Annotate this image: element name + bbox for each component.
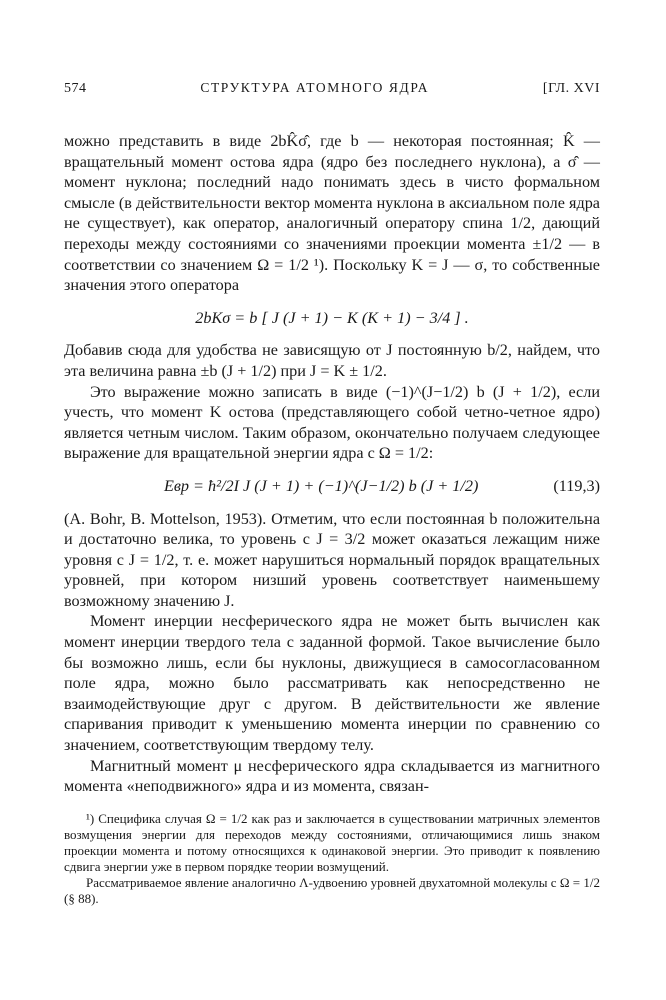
footnotes — [64, 811, 600, 907]
running-title: СТРУКТУРА АТОМНОГО ЯДРА — [200, 80, 430, 95]
equation-number: (119,3) — [553, 476, 600, 495]
formula-2: Eвр = ħ²/2I J (J + 1) + (−1)^(J−1/2) b (J + 1/2) — [164, 476, 479, 495]
paragraph-3: Это выражение можно записать в виде (−1)^(J−1/2) b (J + 1/2), если учесть, что момент K остова (представляющего собой четно-четное ядро) является четным числом. Таким образом, окончательно получаем следующее выражение для вращательной энергии ядра с Ω = 1/2: — [64, 382, 600, 463]
paragraph-4: (A. Bohr, B. Mottelson, 1953). Отметим, что если постоянная b положительна и достаточно велика, то уровень с J = 3/2 может оказаться лежащим ниже уровня с J = 1/2, т. е. может нарушиться нормальный порядок вращательных уровней, при котором низший уровень соответствует наименьшему возможному значению J. — [64, 509, 600, 610]
running-head — [64, 80, 600, 97]
paragraph-1: можно представить в виде 2bK̂σ̂, где b — некоторая постоянная; K̂ — вращательный момент остова ядра (ядро без последнего нуклона), а σ̂ — момент нуклона; последний надо понимать здесь в чисто формальном смысле (в действительности вектор момента нуклона в аксиальном поле ядра не существует), как оператор, аналогичный оператору спина 1/2, дающий переходы между состояниями со значениями проекции момента ±1/2 — в соответствии со значением Ω = 1/2 ¹). Поскольку K = J — σ, то собственные значения этого оператора — [64, 132, 600, 295]
book-page — [64, 80, 600, 907]
formula-1: 2bKσ = b [ J (J + 1) − K (K + 1) − 3/4 ] . — [195, 308, 469, 327]
footnote-1: ¹) Специфика случая Ω = 1/2 как раз и заключается в существовании матричных элементов возмущения энергии для переходов между состояниями, отличающимися лишь знаком проекции момента и потому относящихся к одинаковой энергии. Это приводит к появлению сдвига энергии уже в первом порядке теории возмущений. — [64, 810, 600, 874]
paragraph-2: Добавив сюда для удобства не зависящую от J постоянную b/2, найдем, что эта величина равна ±b (J + 1/2) при J = K ± 1/2. — [64, 341, 600, 380]
chapter-label: [ГЛ. XVI — [542, 81, 600, 96]
formula-2-row — [64, 476, 600, 497]
footnote-2: Рассматриваемое явление аналогично Λ-удвоению уровней двухатомной молекулы с Ω = 1/2 (§ 88). — [64, 874, 600, 906]
paragraph-6: Магнитный момент μ несферического ядра складывается из магнитного момента «неподвижного» ядра и из момента, связан- — [64, 756, 600, 796]
page-number: 574 — [64, 81, 87, 96]
paragraph-5: Момент инерции несферического ядра не может быть вычислен как момент инерции твердого тела с заданной формой. Такое вычисление было бы возможно лишь, если бы нуклоны, движущиеся в самосогласованном поле ядра, можно было рассматривать как непосредственно не взаимодействующие друг с другом. В действительности же явление спаривания приводит к уменьшению момента инерции по сравнению со значением, соответствующим твердому телу. — [64, 612, 600, 755]
